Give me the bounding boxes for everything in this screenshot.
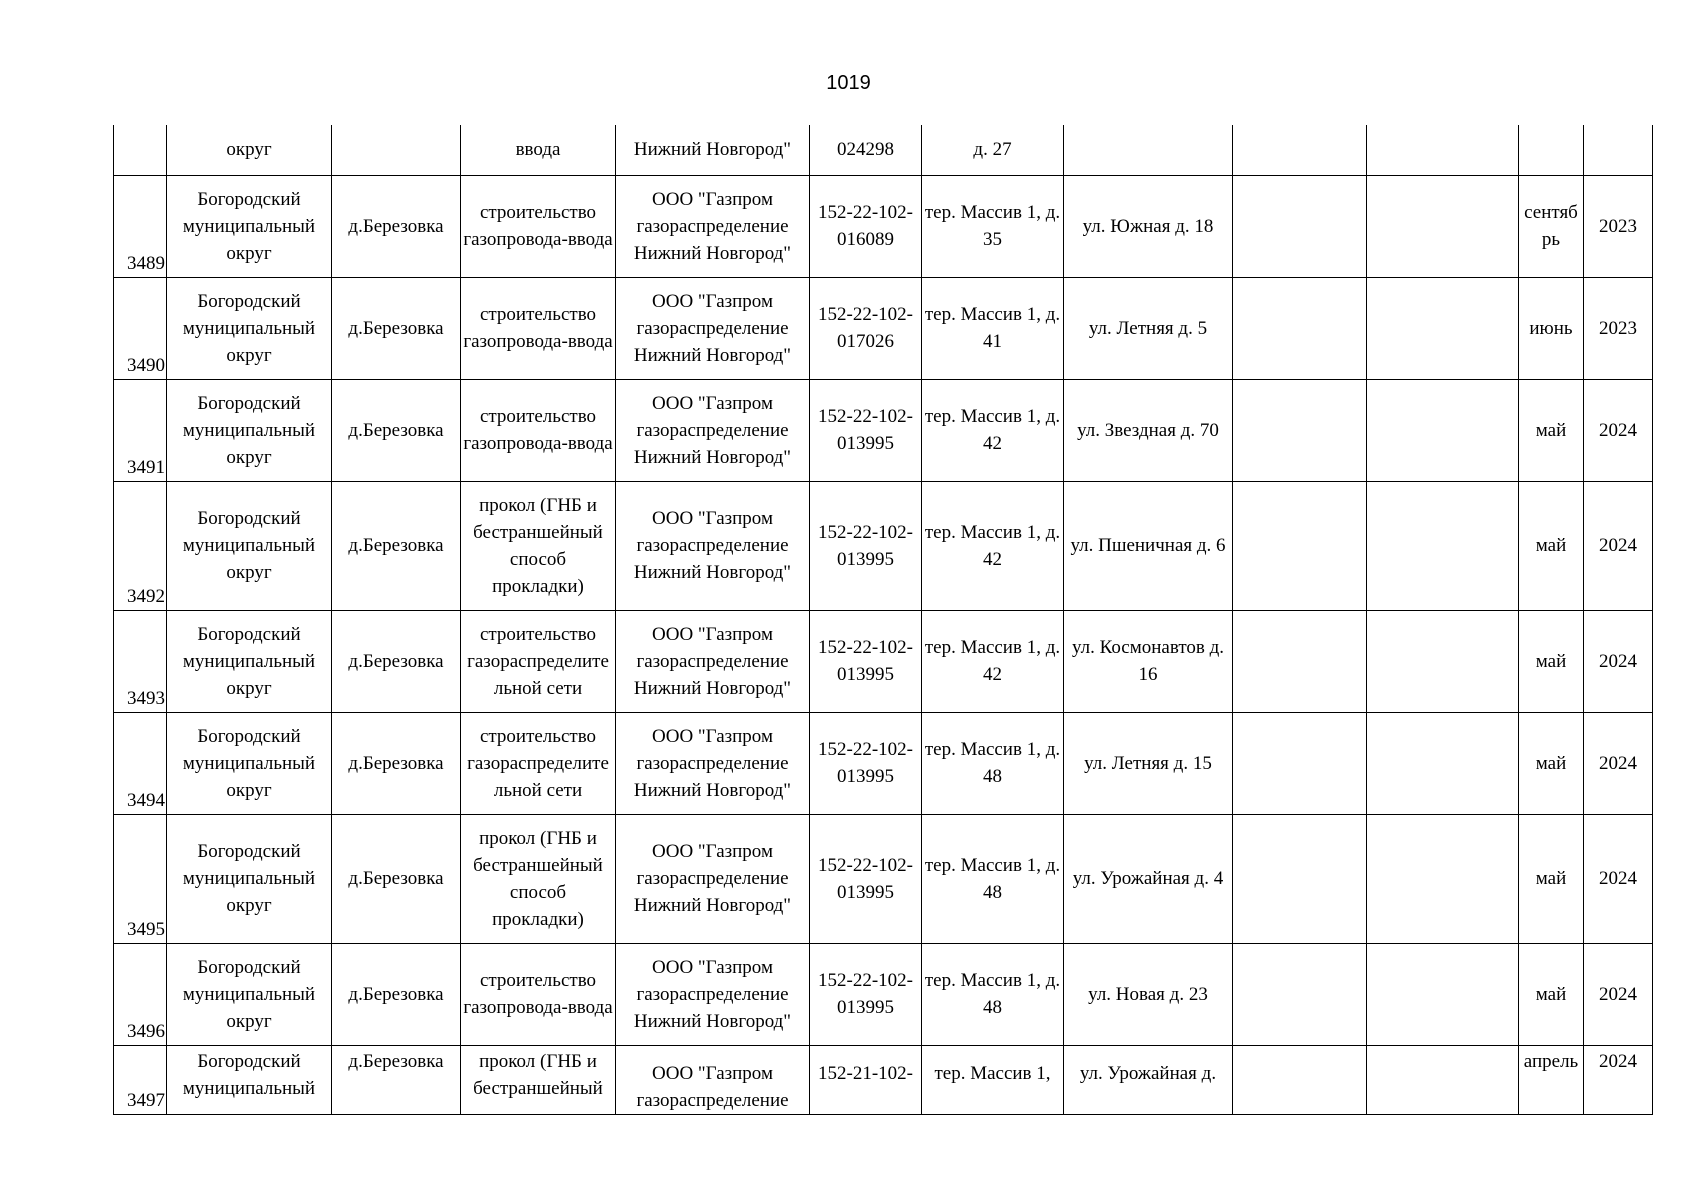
cell-month: май	[1519, 814, 1584, 943]
cell-num	[114, 125, 167, 175]
cell-month: сентябрь	[1519, 175, 1584, 277]
cell-year: 2024	[1584, 610, 1653, 712]
cell-district: Богородский муниципальный округ	[167, 814, 332, 943]
cell-territory: тер. Массив 1, д. 48	[922, 943, 1064, 1045]
cell-district: Богородский муниципальный округ	[167, 610, 332, 712]
cell-year: 2024	[1584, 943, 1653, 1045]
cell-month: июнь	[1519, 277, 1584, 379]
cell-year: 2023	[1584, 175, 1653, 277]
cell-address: ул. Звездная д. 70	[1064, 379, 1233, 481]
cell-empty-1	[1233, 1045, 1367, 1114]
works-table	[113, 125, 1653, 1115]
cell-month: апрель	[1519, 1045, 1584, 1114]
cell-work-type: строительство газопровода-ввода	[461, 277, 616, 379]
cell-territory: тер. Массив 1, д. 42	[922, 481, 1064, 610]
cell-num: 3497	[114, 1045, 167, 1114]
cell-address: ул. Южная д. 18	[1064, 175, 1233, 277]
cell-work-type: прокол (ГНБ и бестраншейный	[461, 1045, 616, 1114]
cell-district: Богородский муниципальный округ	[167, 943, 332, 1045]
cell-address: ул. Урожайная д. 4	[1064, 814, 1233, 943]
cell-empty-2	[1367, 277, 1519, 379]
cell-empty-1	[1233, 125, 1367, 175]
cell-settlement	[332, 125, 461, 175]
cell-num: 3491	[114, 379, 167, 481]
cell-cadastral: 152-22-102-017026	[810, 277, 922, 379]
cell-num: 3494	[114, 712, 167, 814]
cell-empty-1	[1233, 712, 1367, 814]
cell-empty-2	[1367, 1045, 1519, 1114]
cell-month: май	[1519, 712, 1584, 814]
cell-cadastral: 024298	[810, 125, 922, 175]
cell-num: 3490	[114, 277, 167, 379]
cell-address: ул. Космонавтов д. 16	[1064, 610, 1233, 712]
table-row	[114, 814, 1653, 943]
cell-year: 2023	[1584, 277, 1653, 379]
cell-cadastral: 152-22-102-016089	[810, 175, 922, 277]
cell-empty-2	[1367, 175, 1519, 277]
cell-org: ООО "Газпром газораспределение Нижний Новгород"	[616, 712, 810, 814]
cell-org: ООО "Газпром газораспределение	[616, 1045, 810, 1114]
cell-month: май	[1519, 610, 1584, 712]
table-row-continuation	[114, 125, 1653, 175]
cell-settlement: д.Березовка	[332, 379, 461, 481]
cell-month: май	[1519, 943, 1584, 1045]
cell-year: 2024	[1584, 1045, 1653, 1114]
cell-district: Богородский муниципальный округ	[167, 481, 332, 610]
cell-empty-2	[1367, 943, 1519, 1045]
cell-org: ООО "Газпром газораспределение Нижний Новгород"	[616, 175, 810, 277]
cell-empty-2	[1367, 481, 1519, 610]
table-row-partial	[114, 1045, 1653, 1114]
cell-org: ООО "Газпром газораспределение Нижний Новгород"	[616, 814, 810, 943]
cell-empty-1	[1233, 814, 1367, 943]
cell-cadastral: 152-22-102-013995	[810, 379, 922, 481]
cell-settlement: д.Березовка	[332, 814, 461, 943]
cell-work-type: ввода	[461, 125, 616, 175]
cell-district: Богородский муниципальный округ	[167, 277, 332, 379]
cell-num: 3496	[114, 943, 167, 1045]
cell-empty-1	[1233, 175, 1367, 277]
cell-empty-1	[1233, 277, 1367, 379]
table-row	[114, 712, 1653, 814]
cell-settlement: д.Березовка	[332, 277, 461, 379]
cell-work-type: строительство газопровода-ввода	[461, 943, 616, 1045]
cell-empty-2	[1367, 610, 1519, 712]
cell-territory: тер. Массив 1,	[922, 1045, 1064, 1114]
cell-cadastral: 152-22-102-013995	[810, 481, 922, 610]
cell-empty-2	[1367, 379, 1519, 481]
cell-district: округ	[167, 125, 332, 175]
cell-month: май	[1519, 379, 1584, 481]
cell-settlement: д.Березовка	[332, 943, 461, 1045]
cell-empty-1	[1233, 379, 1367, 481]
cell-empty-1	[1233, 943, 1367, 1045]
cell-territory: тер. Массив 1, д. 48	[922, 814, 1064, 943]
cell-year	[1584, 125, 1653, 175]
cell-empty-2	[1367, 814, 1519, 943]
cell-territory: тер. Массив 1, д. 48	[922, 712, 1064, 814]
cell-territory: тер. Массив 1, д. 42	[922, 379, 1064, 481]
page-number: 1019	[826, 72, 871, 94]
cell-empty-2	[1367, 125, 1519, 175]
cell-empty-1	[1233, 481, 1367, 610]
cell-year: 2024	[1584, 814, 1653, 943]
cell-year: 2024	[1584, 481, 1653, 610]
cell-cadastral: 152-22-102-013995	[810, 943, 922, 1045]
cell-address: ул. Урожайная д.	[1064, 1045, 1233, 1114]
cell-territory: д. 27	[922, 125, 1064, 175]
cell-settlement: д.Березовка	[332, 481, 461, 610]
cell-num: 3495	[114, 814, 167, 943]
cell-territory: тер. Массив 1, д. 41	[922, 277, 1064, 379]
cell-cadastral: 152-21-102-	[810, 1045, 922, 1114]
cell-org: ООО "Газпром газораспределение Нижний Новгород"	[616, 943, 810, 1045]
cell-territory: тер. Массив 1, д. 35	[922, 175, 1064, 277]
cell-month	[1519, 125, 1584, 175]
cell-org: ООО "Газпром газораспределение Нижний Новгород"	[616, 277, 810, 379]
cell-org: ООО "Газпром газораспределение Нижний Новгород"	[616, 379, 810, 481]
cell-work-type: прокол (ГНБ и бестраншейный способ прокладки)	[461, 814, 616, 943]
cell-district: Богородский муниципальный округ	[167, 379, 332, 481]
cell-settlement: д.Березовка	[332, 712, 461, 814]
cell-month: май	[1519, 481, 1584, 610]
cell-empty-1	[1233, 610, 1367, 712]
cell-address: ул. Летняя д. 5	[1064, 277, 1233, 379]
cell-settlement: д.Березовка	[332, 610, 461, 712]
cell-district: Богородский муниципальный округ	[167, 712, 332, 814]
cell-address	[1064, 125, 1233, 175]
cell-work-type: строительство газопровода-ввода	[461, 379, 616, 481]
cell-work-type: строительство газораспределительной сети	[461, 712, 616, 814]
cell-address: ул. Новая д. 23	[1064, 943, 1233, 1045]
table-row	[114, 175, 1653, 277]
cell-num: 3492	[114, 481, 167, 610]
cell-territory: тер. Массив 1, д. 42	[922, 610, 1064, 712]
cell-org: ООО "Газпром газораспределение Нижний Новгород"	[616, 481, 810, 610]
cell-year: 2024	[1584, 712, 1653, 814]
table-row	[114, 943, 1653, 1045]
cell-org: Нижний Новгород"	[616, 125, 810, 175]
cell-cadastral: 152-22-102-013995	[810, 712, 922, 814]
cell-work-type: прокол (ГНБ и бестраншейный способ прокладки)	[461, 481, 616, 610]
cell-district: Богородский муниципальный	[167, 1045, 332, 1114]
table-row	[114, 610, 1653, 712]
table-row	[114, 379, 1653, 481]
cell-work-type: строительство газораспределительной сети	[461, 610, 616, 712]
cell-settlement: д.Березовка	[332, 175, 461, 277]
cell-num: 3493	[114, 610, 167, 712]
cell-address: ул. Летняя д. 15	[1064, 712, 1233, 814]
cell-cadastral: 152-22-102-013995	[810, 814, 922, 943]
cell-org: ООО "Газпром газораспределение Нижний Новгород"	[616, 610, 810, 712]
cell-settlement: д.Березовка	[332, 1045, 461, 1114]
cell-cadastral: 152-22-102-013995	[810, 610, 922, 712]
cell-num: 3489	[114, 175, 167, 277]
cell-district: Богородский муниципальный округ	[167, 175, 332, 277]
cell-address: ул. Пшеничная д. 6	[1064, 481, 1233, 610]
table-row	[114, 481, 1653, 610]
cell-year: 2024	[1584, 379, 1653, 481]
cell-work-type: строительство газопровода-ввода	[461, 175, 616, 277]
table-row	[114, 277, 1653, 379]
cell-empty-2	[1367, 712, 1519, 814]
